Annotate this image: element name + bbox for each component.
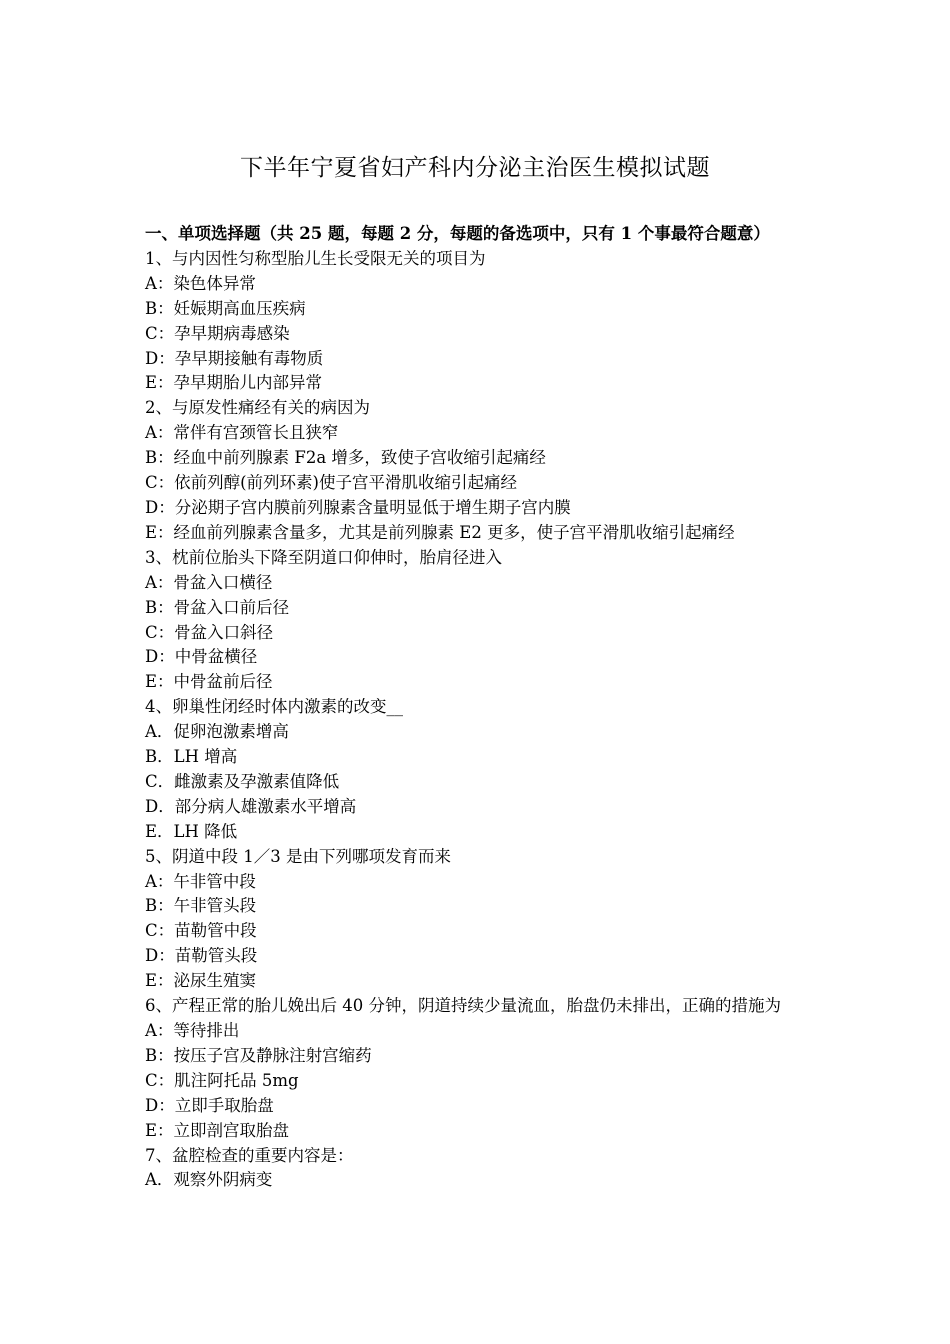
question-4: [145, 695, 810, 844]
answer-option: D：苗勒管头段: [145, 946, 258, 966]
section-heading: 一、单项选择题（共 25 题，每题 2 分，每题的备选项中，只有 1 个事最符合题意）: [145, 224, 770, 243]
question-3: [145, 546, 810, 695]
question-stem: 5、阴道中段 1／3 是由下列哪项发育而来: [145, 846, 451, 866]
answer-option: C：肌注阿托品 5mg: [145, 1070, 299, 1090]
question-1: [145, 247, 810, 396]
answer-option: B：午非管头段: [145, 896, 257, 916]
answer-option: E：经血前列腺素含量多，尤其是前列腺素 E2 更多，使子宫平滑肌收缩引起痛经: [145, 522, 735, 542]
question-stem: 7、盆腔检查的重要内容是：: [145, 1145, 354, 1165]
answer-option: A：常伴有宫颈管长且狭窄: [145, 423, 339, 443]
answer-option: D．部分病人雄激素水平增高: [145, 796, 357, 816]
question-stem: 3、枕前位胎头下降至阴道口仰伸时，胎肩径进入: [145, 547, 502, 567]
answer-option: B：骨盆入口前后径: [145, 597, 290, 617]
answer-option: C．雌激素及孕激素值降低: [145, 771, 340, 791]
answer-option: D：中骨盆横径: [145, 647, 258, 667]
answer-option: A．促卵泡激素增高: [145, 722, 289, 742]
answer-option: E．LH 降低: [145, 821, 238, 841]
answer-option: C：骨盆入口斜径: [145, 622, 274, 642]
answer-option: C：苗勒管中段: [145, 921, 257, 941]
answer-option: A：午非管中段: [145, 871, 256, 891]
answer-option: A：等待排出: [145, 1021, 240, 1040]
question-stem: 2、与原发性痛经有关的病因为: [145, 398, 370, 418]
answer-option: A：染色体异常: [145, 273, 256, 293]
answer-option: D：立即手取胎盘: [145, 1095, 274, 1115]
answer-option: B．LH 增高: [145, 747, 238, 767]
document-body: [145, 222, 810, 1193]
answer-option: B：按压子宫及静脉注射宫缩药: [145, 1045, 372, 1065]
answer-option: C：依前列醇(前列环素)使子宫平滑肌收缩引起痛经: [145, 473, 517, 493]
answer-option: C：孕早期病毒感染: [145, 323, 290, 343]
answer-option: D：孕早期接触有毒物质: [145, 348, 324, 368]
question-stem: 1、与内因性匀称型胎儿生长受限无关的项目为: [145, 248, 486, 268]
answer-option: A．观察外阴病变: [145, 1170, 273, 1190]
question-6: [145, 994, 810, 1143]
answer-option: E：泌尿生殖窦: [145, 971, 257, 991]
answer-option: B：妊娠期高血压疾病: [145, 298, 306, 318]
answer-option: E：孕早期胎儿内部异常: [145, 373, 323, 393]
answer-option: D：分泌期子宫内膜前列腺素含量明显低于增生期子宫内膜: [145, 497, 571, 517]
answer-option: E：立即剖宫取胎盘: [145, 1120, 290, 1140]
question-2: [145, 396, 810, 545]
question-stem: 4、卵巢性闭经时体内激素的改变__: [145, 697, 403, 717]
answer-option: B：经血中前列腺素 F2a 增多，致使子宫收缩引起痛经: [145, 448, 546, 468]
question-7: [145, 1144, 810, 1194]
document-title: 下半年宁夏省妇产科内分泌主治医生模拟试题: [240, 155, 710, 181]
question-5: [145, 845, 810, 994]
answer-option: E：中骨盆前后径: [145, 672, 273, 692]
question-stem: 6、产程正常的胎儿娩出后 40 分钟，阴道持续少量流血，胎盘仍未排出，正确的措施为: [145, 996, 781, 1016]
answer-option: A：骨盆入口横径: [145, 572, 273, 592]
